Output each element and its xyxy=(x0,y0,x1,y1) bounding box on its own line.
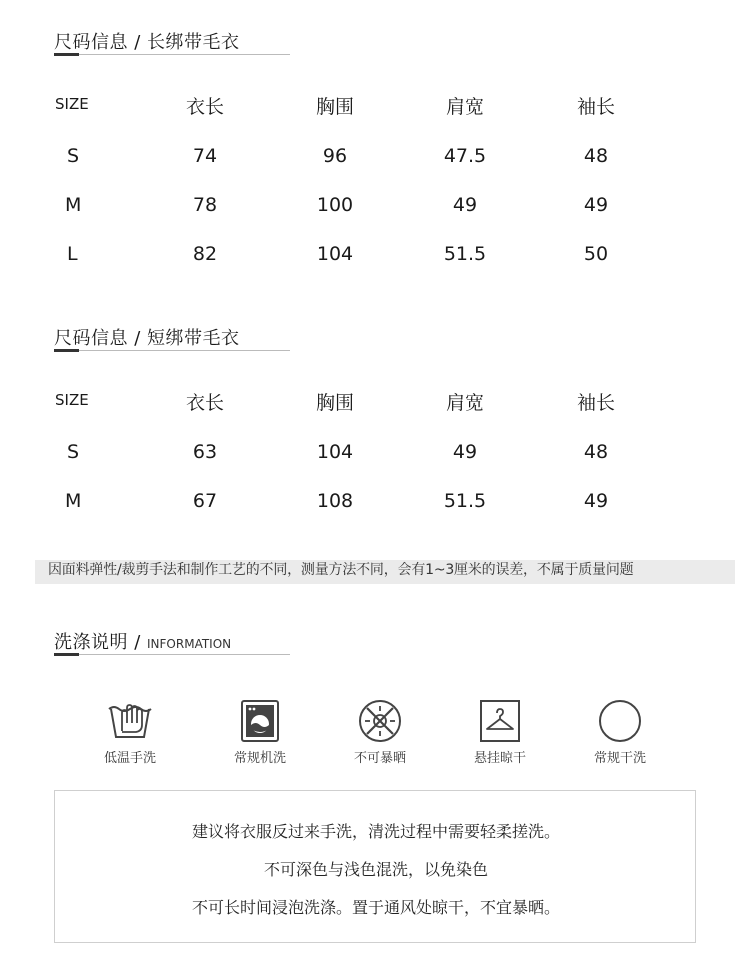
table-row xyxy=(0,441,750,471)
header-shoulder: 肩宽 xyxy=(445,96,485,118)
header-length: 衣长 xyxy=(185,96,225,118)
length-cell: 63 xyxy=(192,441,218,463)
wash-title-sep: / xyxy=(128,632,148,653)
length-cell: 82 xyxy=(192,243,218,265)
hand-wash-icon xyxy=(108,699,152,743)
table-header-row xyxy=(0,92,750,122)
shoulder-cell: 49 xyxy=(452,441,478,463)
size-cell: S xyxy=(67,145,80,167)
section-accent-bar xyxy=(54,349,79,352)
sleeve-cell: 50 xyxy=(583,243,609,265)
section-title-wash-text xyxy=(54,628,231,654)
shoulder-cell: 49 xyxy=(452,194,478,216)
length-cell: 78 xyxy=(192,194,218,216)
table-header-row xyxy=(0,388,750,418)
section-title-short-text: 尺码信息 / 短绑带毛衣 xyxy=(54,328,240,349)
wash-item-hand-wash xyxy=(70,699,190,769)
wash-item-label: 常规机洗 xyxy=(233,751,286,766)
wash-item-machine-wash xyxy=(200,699,320,769)
header-size: SIZE xyxy=(55,95,89,113)
hang-dry-icon xyxy=(478,699,522,743)
wash-item-label: 常规干洗 xyxy=(593,751,646,766)
section-title-wash xyxy=(54,628,290,658)
wash-item-dry-clean xyxy=(560,699,680,769)
sleeve-cell: 49 xyxy=(583,194,609,216)
header-sleeve: 袖长 xyxy=(576,392,616,414)
size-cell: S xyxy=(67,441,80,463)
wash-item-label: 悬挂晾干 xyxy=(473,751,526,766)
section-title-short xyxy=(54,324,290,354)
washing-machine-icon xyxy=(238,699,282,743)
header-sleeve: 袖长 xyxy=(576,96,616,118)
length-cell: 74 xyxy=(192,145,218,167)
wash-subtitle: INFORMATION xyxy=(147,637,232,651)
sleeve-cell: 48 xyxy=(583,145,609,167)
header-chest: 胸围 xyxy=(315,96,355,118)
care-line: 不可长时间浸泡洗涤。置于通风处晾干，不宜暴晒。 xyxy=(191,898,560,917)
chest-cell: 104 xyxy=(316,243,354,265)
size-cell: L xyxy=(67,243,78,265)
table-row xyxy=(0,145,750,175)
chest-cell: 96 xyxy=(322,145,348,167)
shoulder-cell: 47.5 xyxy=(443,145,487,167)
dry-clean-icon xyxy=(598,699,642,743)
chest-cell: 104 xyxy=(316,441,354,463)
size-cell: M xyxy=(65,490,82,512)
section-title-long-text: 尺码信息 / 长绑带毛衣 xyxy=(54,32,240,53)
care-line: 建议将衣服反过来手洗，清洗过程中需要轻柔搓洗。 xyxy=(191,822,560,841)
wash-title: 洗涤说明 xyxy=(54,632,128,653)
section-title-long xyxy=(54,28,290,58)
section-accent-bar xyxy=(54,653,79,656)
sleeve-cell: 48 xyxy=(583,441,609,463)
chest-cell: 108 xyxy=(316,490,354,512)
wash-item-hang-dry xyxy=(440,699,560,769)
section-divider xyxy=(54,654,290,655)
section-divider xyxy=(54,54,290,55)
no-sun-icon xyxy=(358,699,402,743)
header-chest: 胸围 xyxy=(315,392,355,414)
header-length: 衣长 xyxy=(185,392,225,414)
table-row xyxy=(0,490,750,520)
section-accent-bar xyxy=(54,53,79,56)
length-cell: 67 xyxy=(192,490,218,512)
care-instructions-box xyxy=(54,790,696,943)
header-size: SIZE xyxy=(55,391,89,409)
size-cell: M xyxy=(65,194,82,216)
table-row xyxy=(0,194,750,224)
header-shoulder: 肩宽 xyxy=(445,392,485,414)
shoulder-cell: 51.5 xyxy=(443,243,487,265)
wash-item-label: 低温手洗 xyxy=(103,751,156,766)
table-row xyxy=(0,243,750,273)
sleeve-cell: 49 xyxy=(583,490,609,512)
measurement-note: 因面料弹性/裁剪手法和制作工艺的不同，测量方法不同，会有1~3厘米的误差，不属于质量问题 xyxy=(48,562,634,578)
wash-item-label: 不可暴晒 xyxy=(353,751,406,766)
wash-item-no-sun xyxy=(320,699,440,769)
section-divider xyxy=(54,350,290,351)
care-line: 不可深色与浅色混洗，以免染色 xyxy=(263,860,488,879)
chest-cell: 100 xyxy=(316,194,354,216)
shoulder-cell: 51.5 xyxy=(443,490,487,512)
